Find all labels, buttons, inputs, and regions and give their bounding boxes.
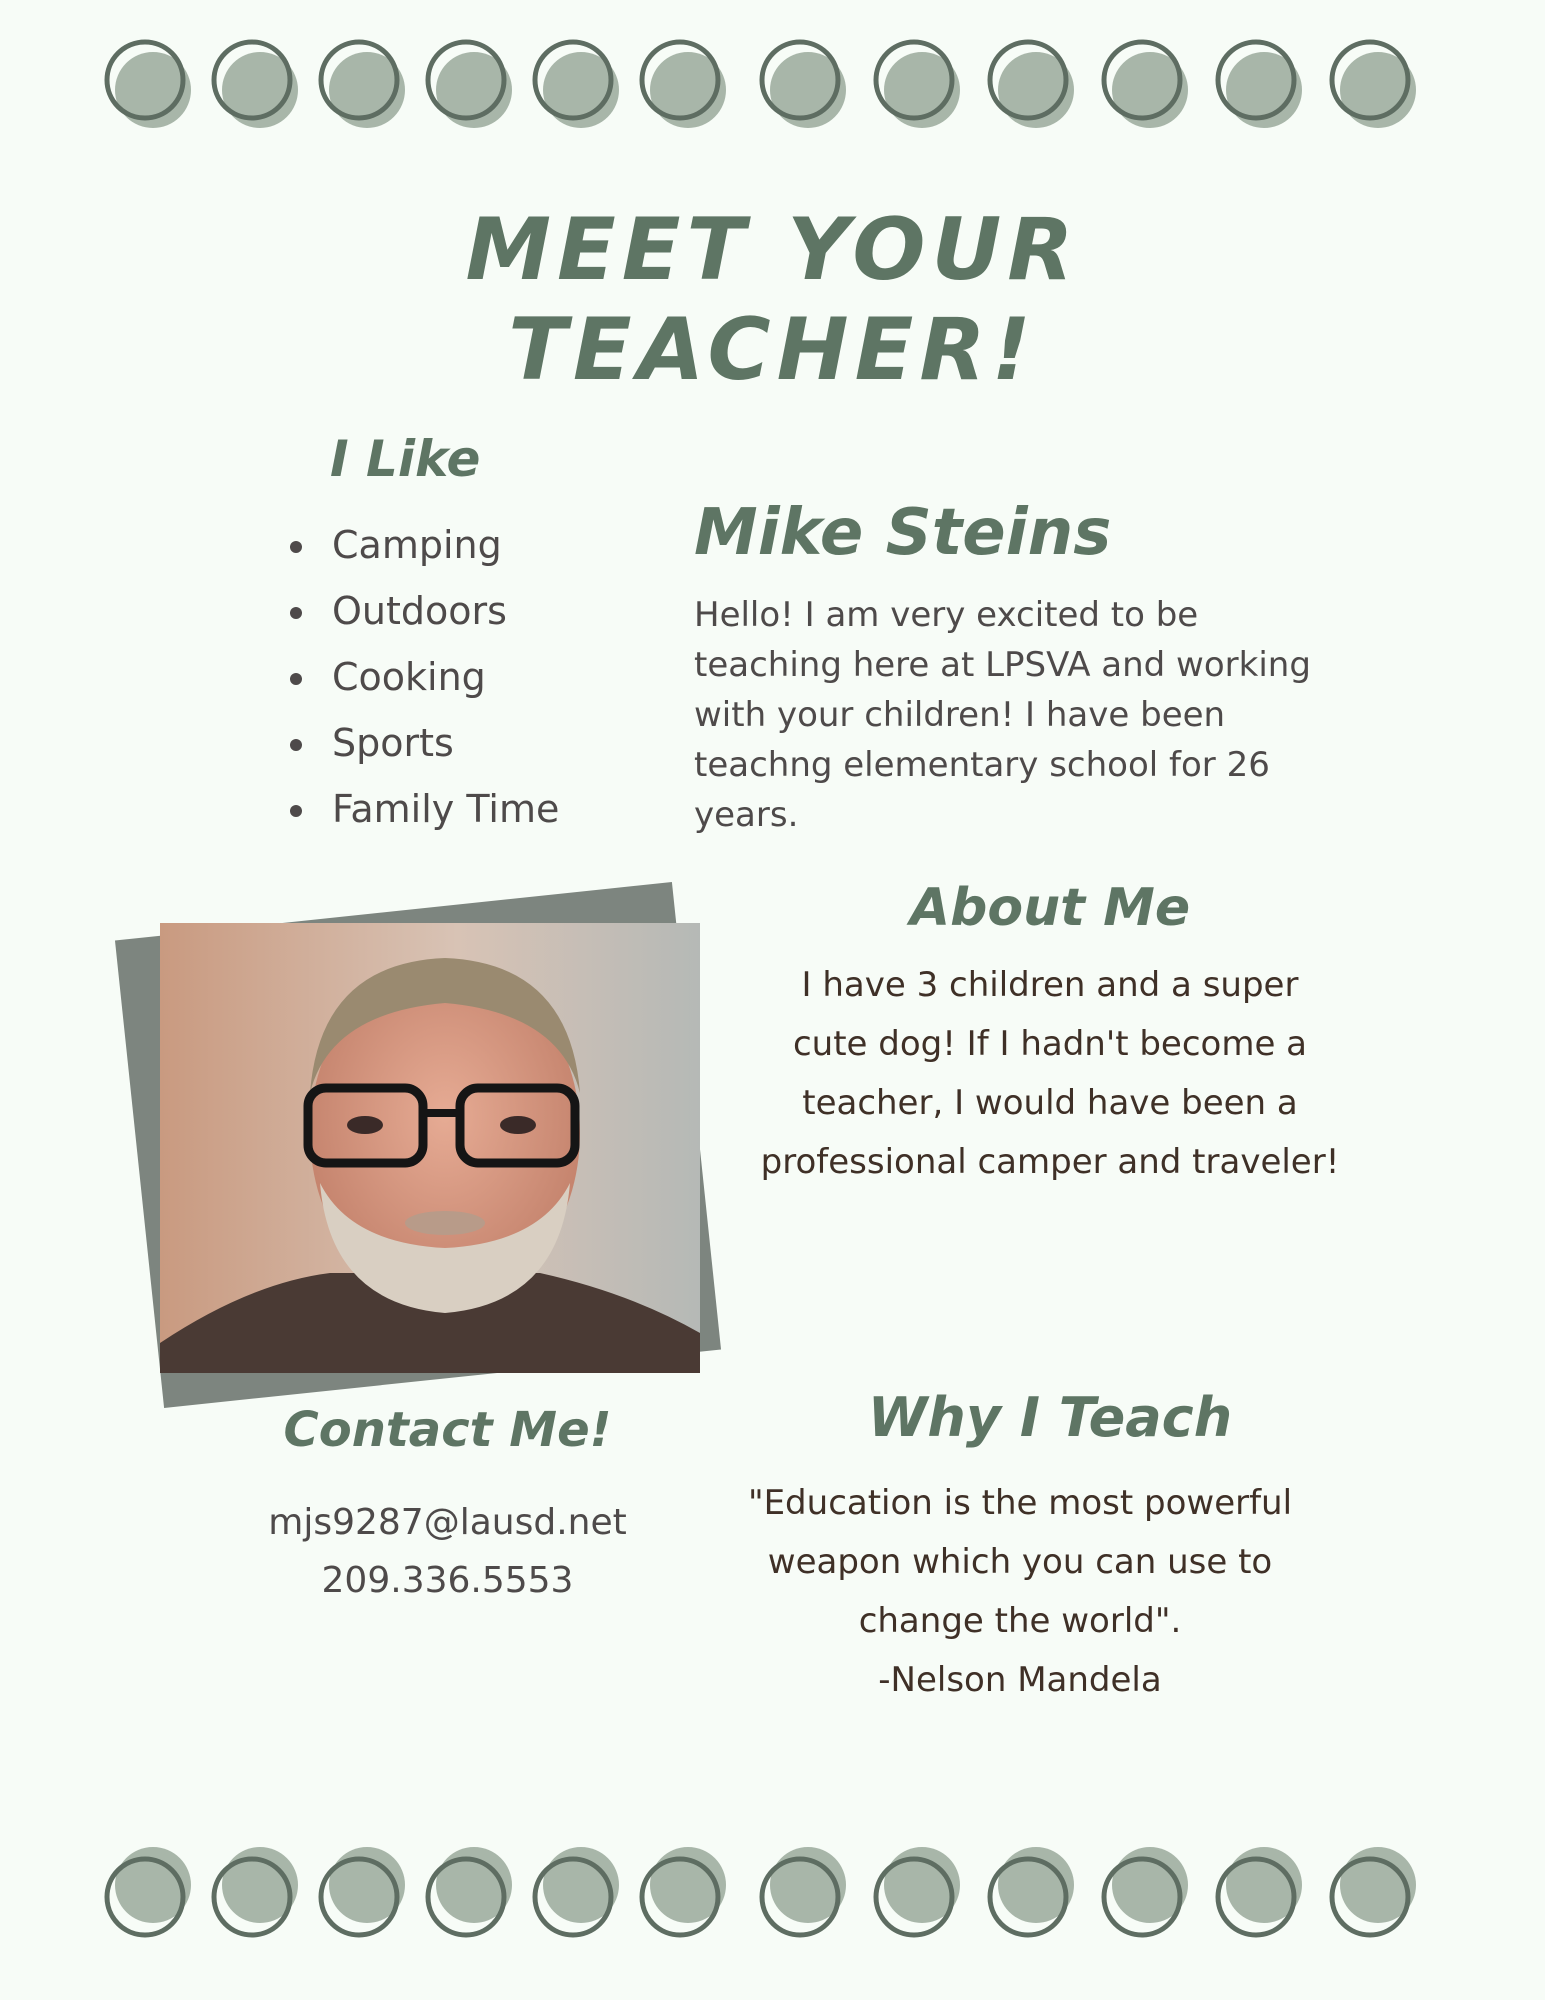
page-title-line2: TEACHER! (508, 300, 1037, 400)
page-title-line1: MEET YOUR (465, 200, 1080, 300)
likes-item: Camping (290, 515, 559, 581)
bottom-ring-svg (0, 1835, 1545, 1945)
teacher-name: Mike Steins (694, 496, 1112, 570)
quote (740, 1474, 1300, 1710)
page-title (0, 200, 1545, 400)
contact-heading: Contact Me! (283, 1402, 612, 1458)
likes-item: Sports (290, 713, 559, 779)
contact-email[interactable]: mjs9287@lausd.net (268, 1502, 627, 1543)
about-heading: About Me (909, 878, 1191, 938)
likes-list (290, 515, 559, 845)
likes-heading: I Like (330, 430, 481, 488)
quote-text: "Education is the most powerful weapon which you can use to change the world". (747, 1483, 1293, 1641)
quote-attribution: -Nelson Mandela (878, 1660, 1162, 1700)
teacher-intro: Hello! I am very excited to be teaching here at LPSVA and working with your children! I have been teachng elementary school for 26 years. (694, 595, 1311, 835)
teacher-portrait-icon (160, 923, 700, 1373)
contact-phone[interactable]: 209.336.5553 (321, 1560, 574, 1601)
bottom-ring-border (0, 1835, 1545, 1945)
top-ring-border (0, 30, 1545, 140)
likes-item: Family Time (290, 779, 559, 845)
top-ring-svg (0, 30, 1545, 140)
why-heading: Why I Teach (867, 1386, 1233, 1449)
likes-item: Outdoors (290, 581, 559, 647)
likes-item: Cooking (290, 647, 559, 713)
teacher-photo (160, 923, 700, 1373)
about-text: I have 3 children and a super cute dog! If I hadn't become a teacher, I would have been a professional camper and traveler! (760, 965, 1340, 1182)
